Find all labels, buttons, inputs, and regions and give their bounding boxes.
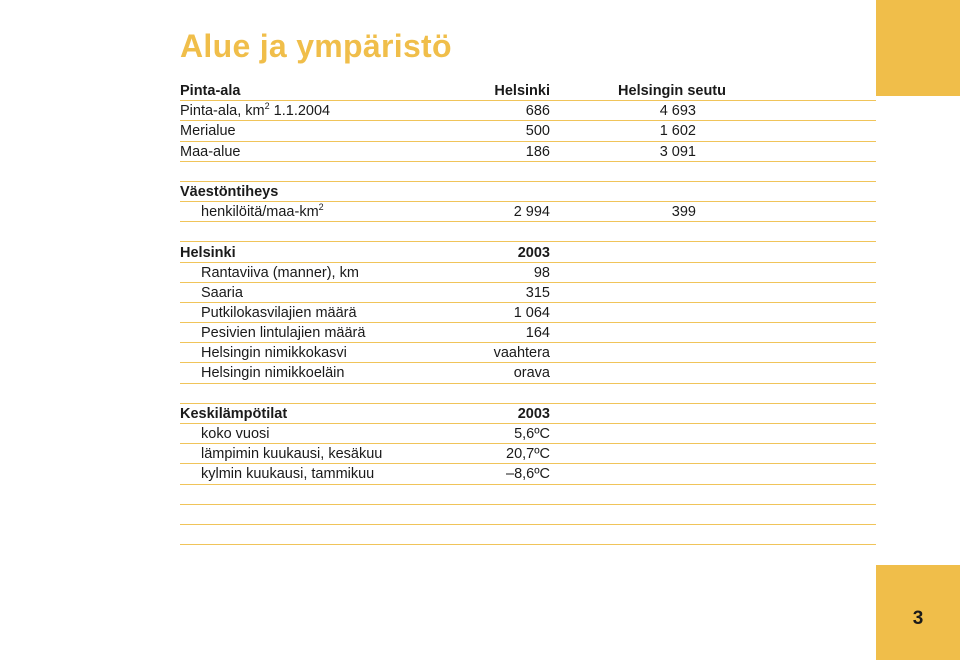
area-heading: Pinta-ala [180,83,241,99]
row-value: –8,6ºC [506,466,550,482]
helsinki-value: 686 [525,103,550,119]
row-label: koko vuosi [201,426,270,442]
rule [180,544,876,545]
row-value: 1 064 [513,305,550,321]
row-value: vaahtera [493,345,550,361]
region-value: 399 [671,204,696,220]
page-title: Alue ja ympäristö [180,28,452,64]
rule [180,241,876,242]
year-label: 2003 [517,245,550,261]
region-value: 3 091 [659,144,696,160]
row-label: lämpimin kuukausi, kesäkuu [201,446,383,462]
table-row [180,142,876,162]
table-row [180,444,876,464]
row-label: Helsingin nimikkokasvi [201,345,347,361]
helsinki-value: 2 994 [513,204,550,220]
row-label: Pinta-ala, $km^2$ 1.1.2004 [180,101,331,119]
table-row [180,101,876,121]
table-row [180,323,876,343]
table-row [180,121,876,141]
density-header-row [180,182,876,202]
row-value: 315 [525,285,550,301]
row-label: Putkilokasvilajien määrä [201,305,357,321]
row-label: henkilöitä/$maa-km^2$ [201,202,324,220]
temperature-header-row [180,404,876,424]
helsinki-value: 186 [525,144,550,160]
row-label: Helsingin nimikkoeläin [201,365,345,381]
helsinki-value: 500 [525,123,550,139]
row-label: Merialue [180,123,236,139]
table-row [180,464,876,484]
row-value: orava [513,365,550,381]
rule [180,524,876,525]
region-value: 1 602 [659,123,696,139]
table-row [180,202,876,222]
table-row [180,303,876,323]
helsinki-header-row [180,243,876,263]
area-header-row [180,81,876,101]
density-heading: Väestöntiheys [180,184,279,200]
column-helsinki: Helsinki [494,83,550,99]
table-row [180,343,876,363]
row-label: Pesivien lintulajien määrä [201,325,366,341]
column-region: Helsingin seutu [618,83,726,99]
row-value: 164 [525,325,550,341]
table-row [180,263,876,283]
year-label: 2003 [517,406,550,422]
row-label: kylmin kuukausi, tammikuu [201,466,375,482]
row-value: 5,6ºC [514,426,550,442]
row-value: 98 [533,265,550,281]
helsinki-heading: Helsinki [180,245,236,261]
row-label: Saaria [201,285,243,301]
region-value: 4 693 [659,103,696,119]
row-label: Rantaviiva (manner), km [201,265,359,281]
table-row [180,363,876,383]
table-row [180,283,876,303]
table-row [180,424,876,444]
page-number: 3 [912,608,924,629]
temperature-heading: Keskilämpötilat [180,406,288,422]
rule [180,484,876,485]
rule [180,504,876,505]
rule [180,383,876,384]
row-label: Maa-alue [180,144,241,160]
row-value: 20,7ºC [506,446,550,462]
top-accent-tab [876,0,960,96]
